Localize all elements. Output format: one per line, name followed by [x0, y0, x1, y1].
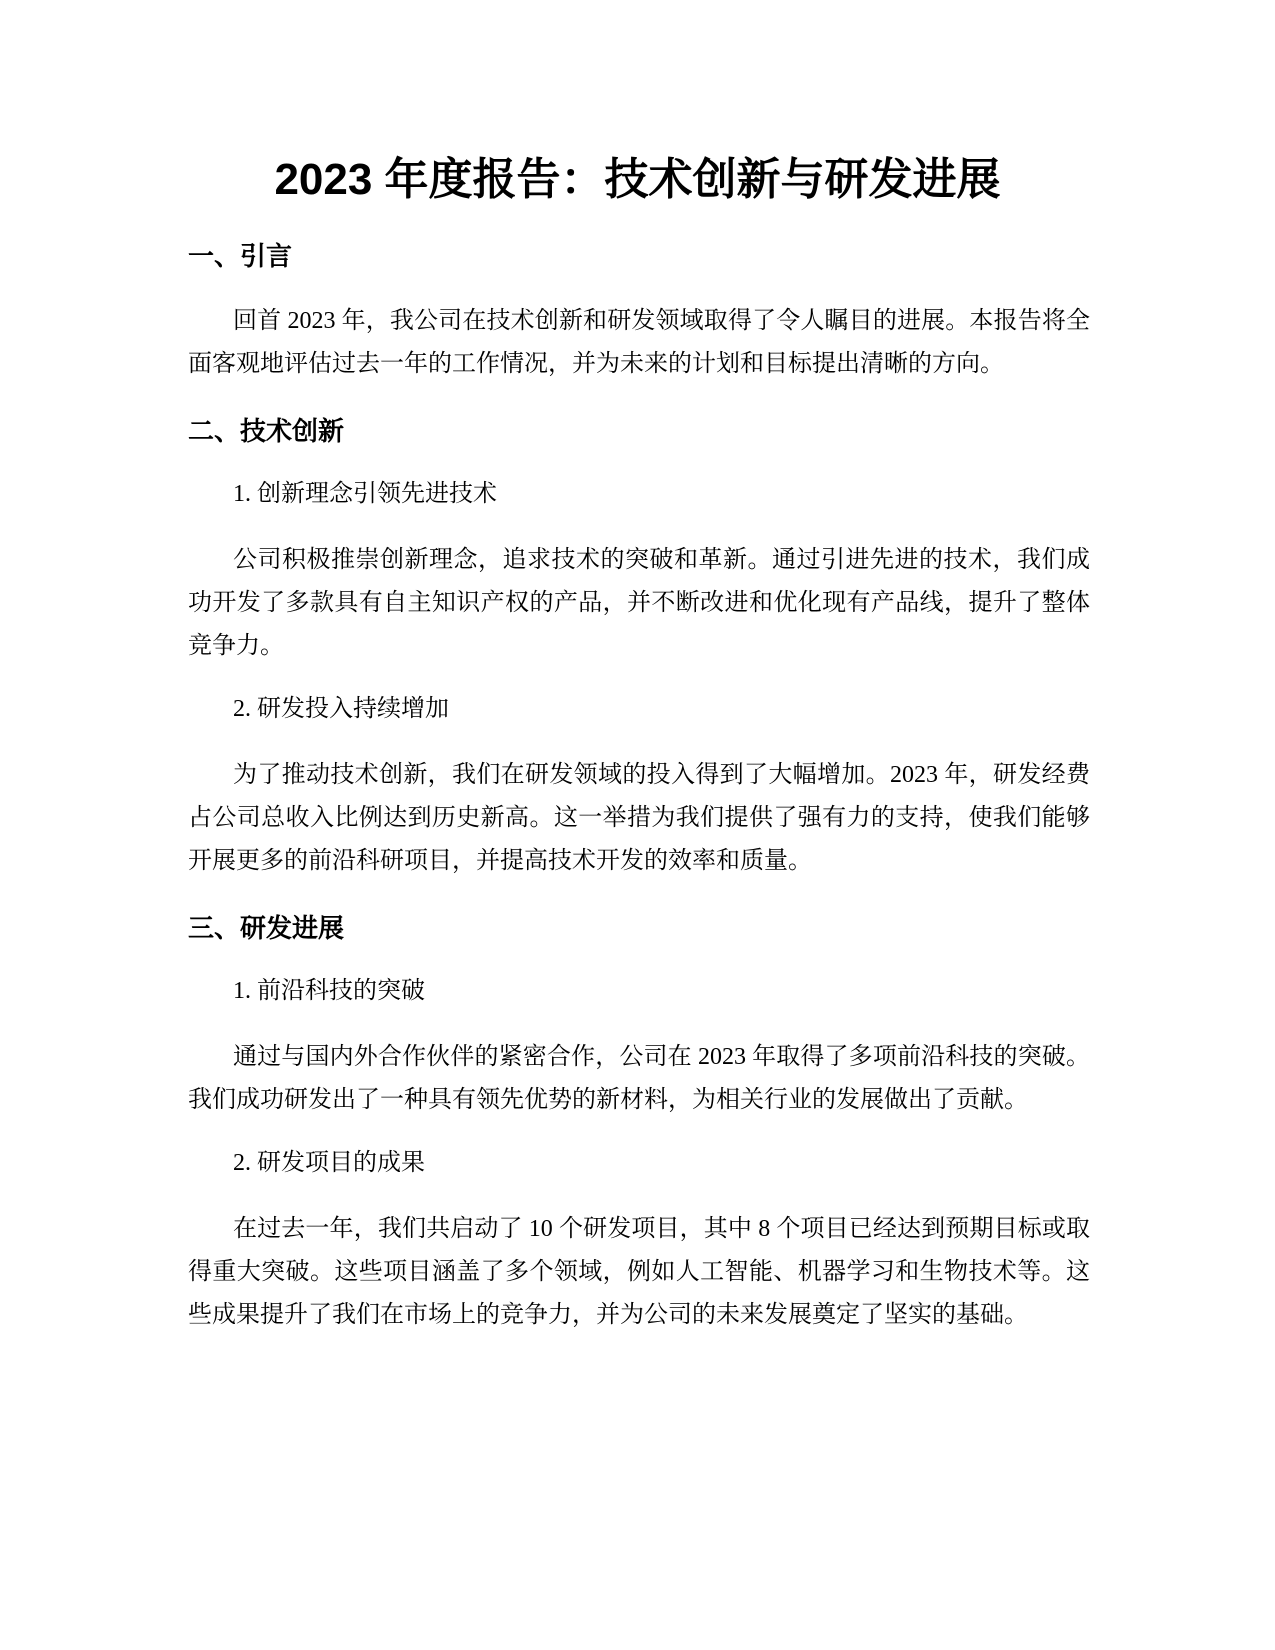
project-results-paragraph: 在过去一年，我们共启动了 10 个研发项目，其中 8 个项目已经达到预期目标或取得重大突破。这些项目涵盖了多个领域，例如人工智能、机器学习和生物技术等。这些成果提升了我们在市场上的竞争力，并为公司的未来发展奠定了坚实的基础。: [188, 1216, 1090, 1328]
section-heading-introduction: 一、引言: [188, 241, 293, 271]
introduction-paragraph: 回首 2023 年，我公司在技术创新和研发领域取得了令人瞩目的进展。本报告将全面客观地评估过去一年的工作情况，并为未来的计划和目标提出清晰的方向。: [188, 308, 1090, 377]
frontier-breakthrough-paragraph: 通过与国内外合作伙伴的紧密合作，公司在 2023 年取得了多项前沿科技的突破。我们成功研发出了一种具有领先优势的新材料，为相关行业的发展做出了贡献。: [188, 1044, 1090, 1113]
subsection-title-project-results: 2. 研发项目的成果: [233, 1150, 425, 1176]
subsection-title-frontier-breakthrough: 1. 前沿科技的突破: [233, 978, 425, 1004]
innovation-concept-paragraph: 公司积极推崇创新理念，追求技术的突破和革新。通过引进先进的技术，我们成功开发了多款具有自主知识产权的产品，并不断改进和优化现有产品线，提升了整体竞争力。: [188, 547, 1090, 659]
subsection-title-innovation-concept: 1. 创新理念引领先进技术: [233, 481, 497, 507]
subsection-title-rd-investment: 2. 研发投入持续增加: [233, 696, 449, 722]
document-title: 2023 年度报告：技术创新与研发进展: [274, 155, 1001, 204]
rd-investment-paragraph: 为了推动技术创新，我们在研发领域的投入得到了大幅增加。2023 年，研发经费占公司总收入比例达到历史新高。这一举措为我们提供了强有力的支持，使我们能够开展更多的前沿科研项目，并提高技术开发的效率和质量。: [188, 762, 1090, 874]
document-body: [188, 238, 1090, 1337]
section-heading-rd-progress: 三、研发进展: [188, 913, 345, 943]
section-heading-tech-innovation: 二、技术创新: [188, 416, 345, 446]
